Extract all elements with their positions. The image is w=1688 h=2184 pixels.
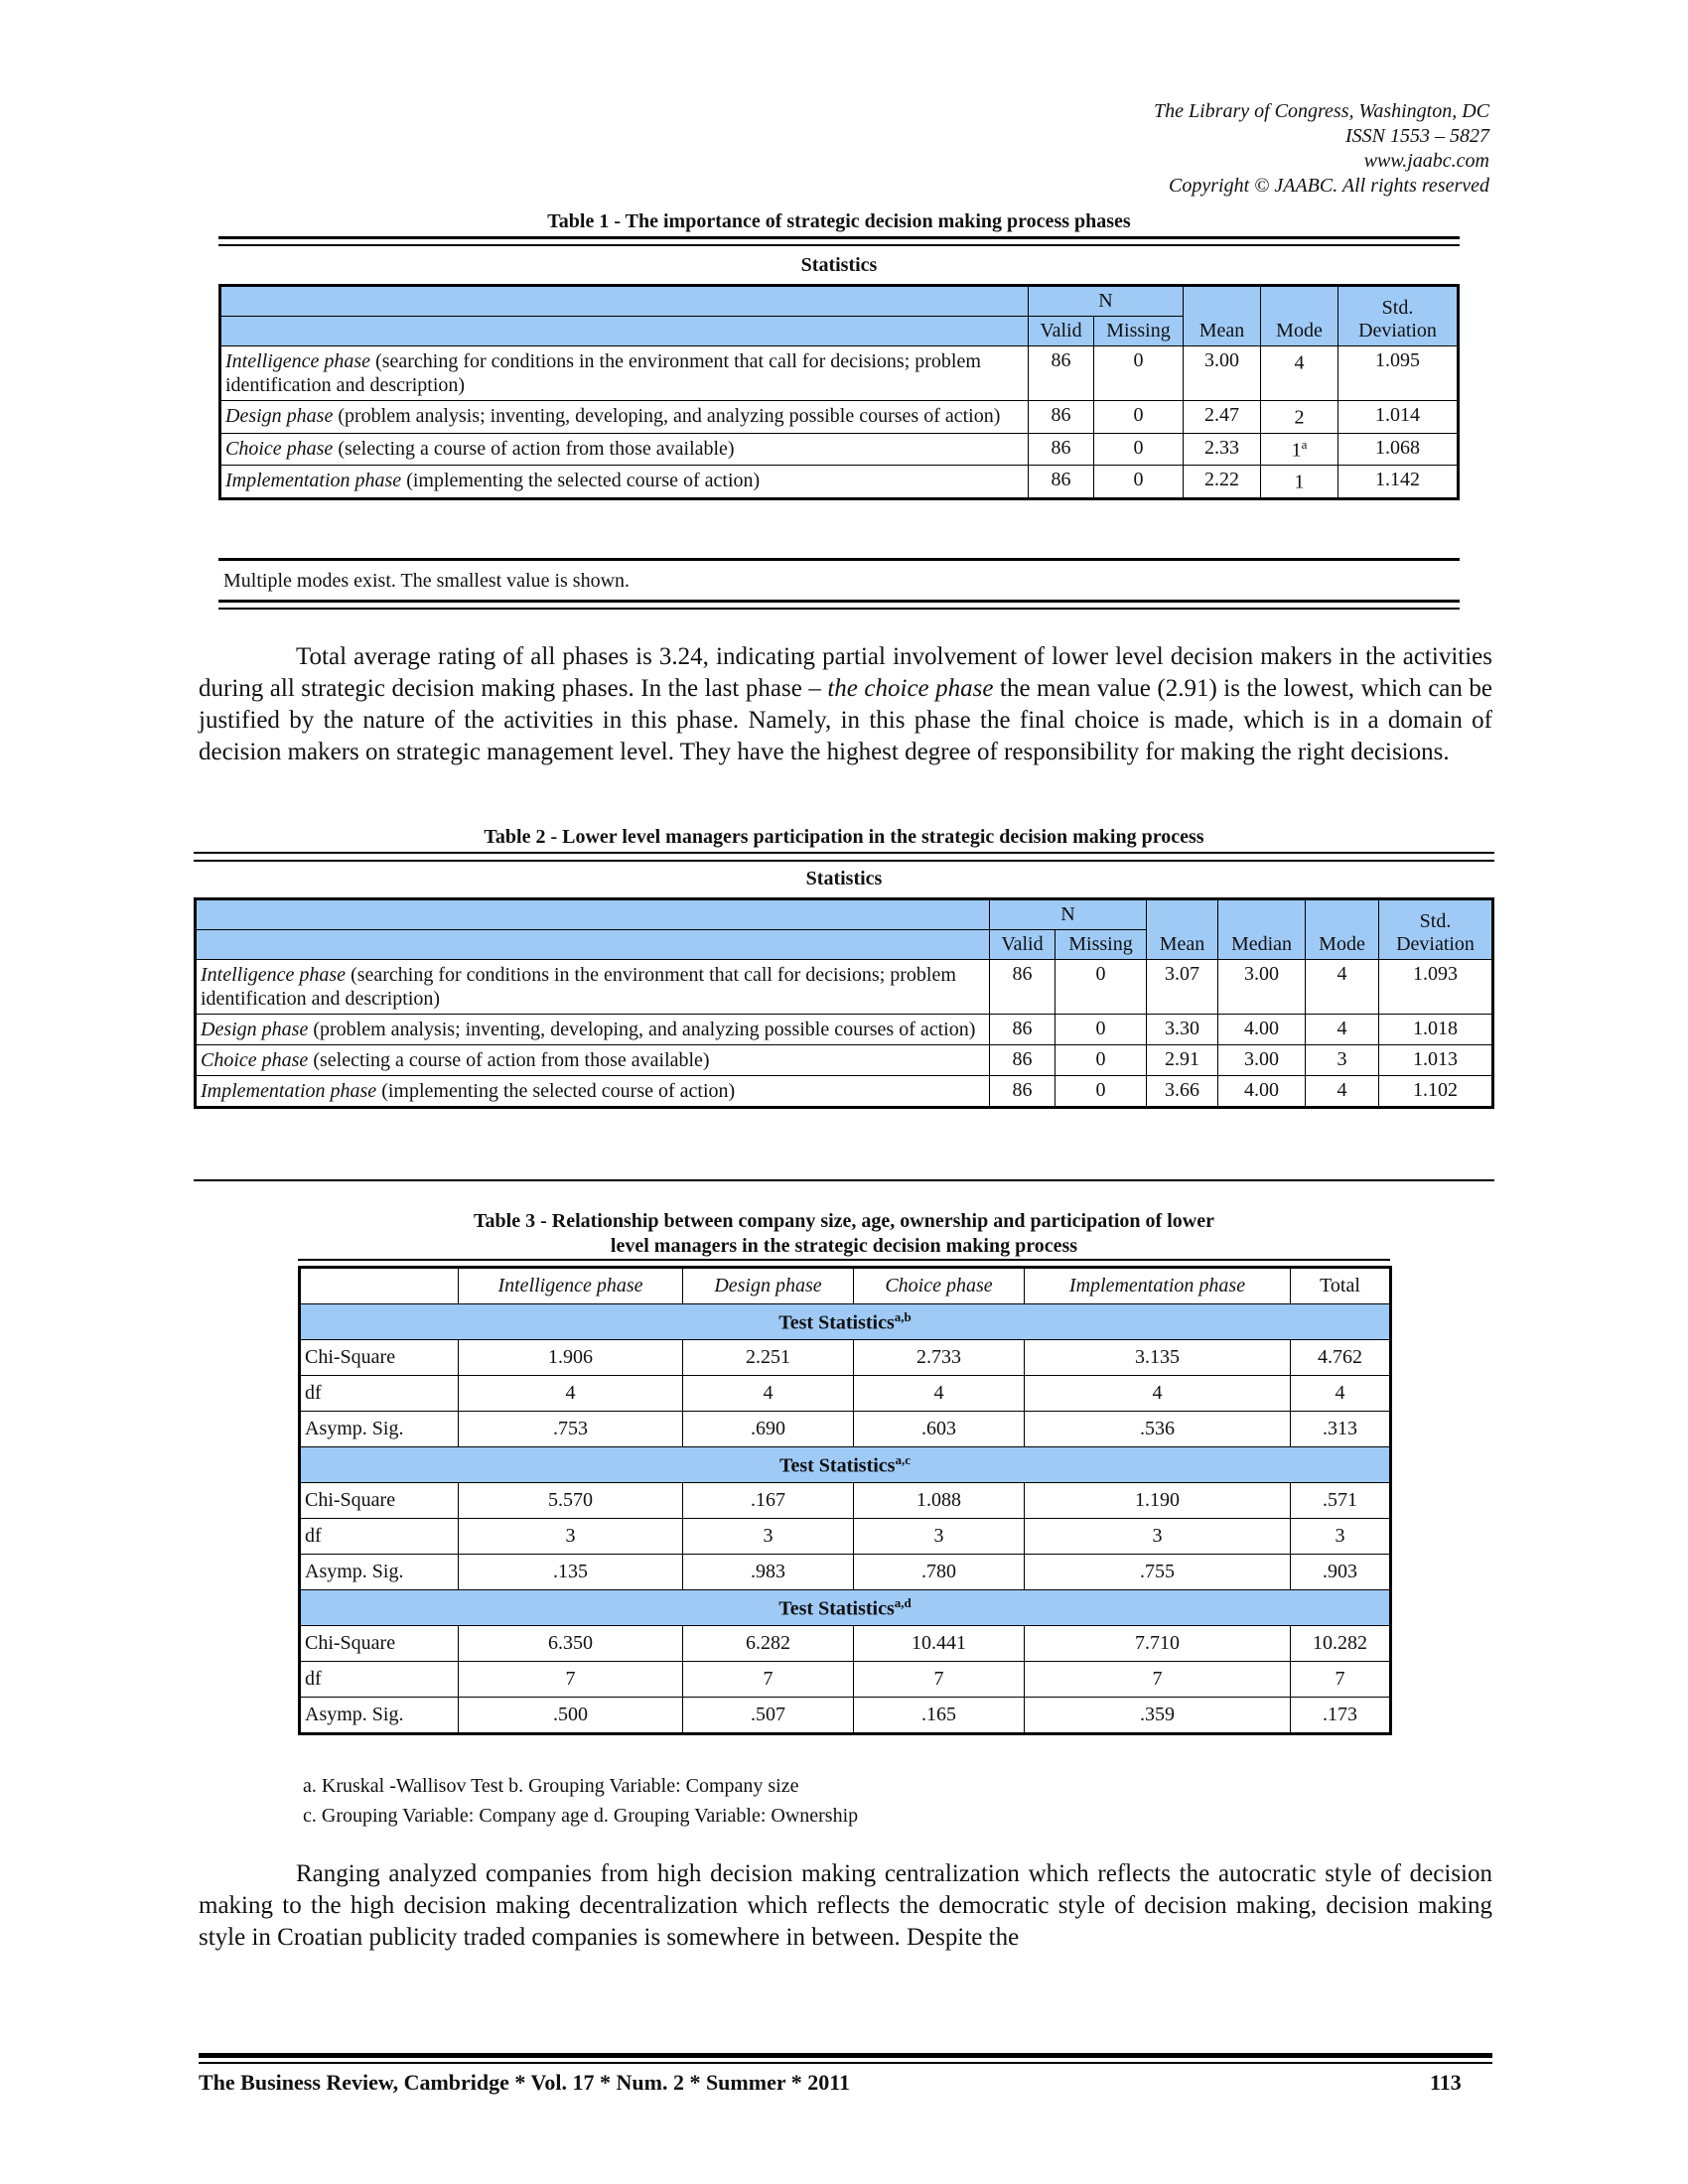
table-cell: .500 (459, 1698, 683, 1734)
cell-valid: 86 (1029, 401, 1094, 434)
table-cell: 7 (854, 1662, 1025, 1698)
row-label: Implementation phase (implementing the selected course of action) (220, 466, 1029, 499)
table-cell: 3 (854, 1519, 1025, 1555)
table2-header-valid: Valid (990, 930, 1055, 960)
cell-mode: 4 (1306, 1015, 1379, 1045)
table3-col-total: Total (1291, 1268, 1391, 1304)
table-cell: 4 (1025, 1376, 1291, 1412)
cell-valid: 86 (1029, 346, 1094, 401)
table-cell: .173 (1291, 1698, 1391, 1734)
cell-mode: 2 (1261, 401, 1338, 434)
table-cell: 7 (1291, 1662, 1391, 1698)
table-cell: 4 (1291, 1376, 1391, 1412)
table-cell: .135 (459, 1555, 683, 1590)
cell-median: 4.00 (1218, 1015, 1306, 1045)
row-label: Intelligence phase (searching for conditions in the environment that call for decisions; problem identification and description) (196, 960, 990, 1015)
table3-band-2: Test Statistics$^{a,c}$ (300, 1447, 1391, 1483)
table-cell: 10.282 (1291, 1626, 1391, 1662)
table-row (196, 1076, 1493, 1108)
cell-mean: 2.33 (1184, 433, 1261, 466)
cell-mean: 2.91 (1147, 1045, 1218, 1076)
row-label: Choice phase (selecting a course of action from those available) (196, 1045, 990, 1076)
table-cell: .571 (1291, 1483, 1391, 1519)
table3-band-3: Test Statistics$^{a,d}$ (300, 1590, 1391, 1626)
table1-bottom-rule (218, 600, 1460, 603)
table-cell: 1.906 (459, 1340, 683, 1376)
table-row (196, 1045, 1493, 1076)
table3-col-choice: Choice phase (854, 1268, 1025, 1304)
body-paragraph-1: Total average rating of all phases is 3.24, indicating partial involvement of lower level decision makers in the activities during all strategic decision making phases. In the last phase – the choice phase the mean value (2.91) is the lowest, which can be justified by the nature of the activities in this phase. Namely, in this phase the final choice is made, which is in a domain of decision makers on strategic management level. They have the highest degree of responsibility for making the right decisions. (199, 643, 1492, 765)
table3-caption (298, 1209, 1390, 1259)
page-header (1154, 99, 1489, 199)
cell-valid: 86 (990, 960, 1055, 1015)
table-cell: 3 (1025, 1519, 1291, 1555)
table-row (300, 1626, 1391, 1662)
table-row (220, 346, 1459, 401)
cell-median: 3.00 (1218, 1045, 1306, 1076)
table-cell: 7 (683, 1662, 854, 1698)
cell-missing: 0 (1055, 960, 1147, 1015)
table-row (196, 960, 1493, 1015)
cell-mode: 4 (1261, 346, 1338, 401)
table-cell: 6.350 (459, 1626, 683, 1662)
footer-rule (199, 2053, 1492, 2058)
table-row (300, 1555, 1391, 1590)
table1-mid-rule (218, 558, 1460, 561)
row-label: Asymp. Sig. (300, 1698, 459, 1734)
table-cell: 1.190 (1025, 1483, 1291, 1519)
table3-top-rule (298, 1259, 1390, 1261)
table-cell: .359 (1025, 1698, 1291, 1734)
table-row (220, 401, 1459, 434)
cell-median: 3.00 (1218, 960, 1306, 1015)
table1-header-n: N (1029, 286, 1184, 317)
table2-header-missing: Missing (1055, 930, 1147, 960)
row-label: df (300, 1376, 459, 1412)
table2-header-median: Median (1218, 899, 1306, 960)
table-row (300, 1698, 1391, 1734)
table-cell: 7 (459, 1662, 683, 1698)
table-row (220, 433, 1459, 466)
table1-corner (220, 286, 1029, 317)
cell-missing: 0 (1094, 346, 1184, 401)
cell-valid: 86 (990, 1045, 1055, 1076)
cell-std: 1.013 (1379, 1045, 1493, 1076)
table1-header-missing: Missing (1094, 317, 1184, 346)
row-label: Intelligence phase (searching for conditions in the environment that call for decisions; problem identification and description) (220, 346, 1029, 401)
table3-band-1: Test Statistics$^{a,b}$ (300, 1304, 1391, 1340)
table3-col-design: Design phase (683, 1268, 854, 1304)
row-label: Chi-Square (300, 1483, 459, 1519)
cell-valid: 86 (990, 1076, 1055, 1108)
row-label: Chi-Square (300, 1340, 459, 1376)
cell-missing: 0 (1055, 1076, 1147, 1108)
table1-header-mean: Mean (1184, 286, 1261, 346)
cell-mean: 3.07 (1147, 960, 1218, 1015)
table-row (220, 466, 1459, 499)
footer-rule-2 (199, 2062, 1492, 2064)
table-cell: .755 (1025, 1555, 1291, 1590)
row-label: Design phase (problem analysis; inventing, developing, and analyzing possible courses of action) (196, 1015, 990, 1045)
cell-mode: 1$^a$ (1261, 433, 1338, 466)
table-cell: 3 (459, 1519, 683, 1555)
row-label: Asymp. Sig. (300, 1412, 459, 1447)
table-cell: 6.282 (683, 1626, 854, 1662)
table1-top-rule-2 (218, 244, 1460, 246)
row-label: Design phase (problem analysis; inventing, developing, and analyzing possible courses of action) (220, 401, 1029, 434)
table-cell: .753 (459, 1412, 683, 1447)
cell-missing: 0 (1094, 466, 1184, 499)
table2-top-rule-2 (194, 860, 1494, 862)
table2-caption: Table 2 - Lower level managers participation in the strategic decision making process (484, 826, 1204, 848)
table-row (300, 1662, 1391, 1698)
table-row (300, 1340, 1391, 1376)
cell-mean: 3.30 (1147, 1015, 1218, 1045)
cell-std: 1.142 (1338, 466, 1459, 499)
cell-mode: 4 (1306, 960, 1379, 1015)
table3-note-1: a. Kruskal -Wallisov Test b. Grouping Variable: Company size (303, 1775, 799, 1797)
table-cell: 4 (683, 1376, 854, 1412)
table1-bottom-rule-2 (218, 608, 1460, 610)
table-cell: .983 (683, 1555, 854, 1590)
cell-std: 1.014 (1338, 401, 1459, 434)
header-line-1: The Library of Congress, Washington, DC (1153, 100, 1489, 122)
table3-col-intelligence: Intelligence phase (459, 1268, 683, 1304)
table-cell: .903 (1291, 1555, 1391, 1590)
row-label: Chi-Square (300, 1626, 459, 1662)
cell-mode: 1 (1261, 466, 1338, 499)
row-label: Asymp. Sig. (300, 1555, 459, 1590)
table3-caption-line-2: level managers in the strategic decision making process (610, 1235, 1078, 1257)
footer-journal: The Business Review, Cambridge * Vol. 17 * Num. 2 * Summer * 2011 (199, 2070, 850, 2095)
table-cell: 7.710 (1025, 1626, 1291, 1662)
table3-corner (300, 1268, 459, 1304)
table1-caption: Table 1 - The importance of strategic decision making process phases (547, 210, 1131, 232)
cell-std: 1.068 (1338, 433, 1459, 466)
cell-std: 1.093 (1379, 960, 1493, 1015)
table-row (300, 1519, 1391, 1555)
table-cell: 4 (854, 1376, 1025, 1412)
cell-missing: 0 (1094, 401, 1184, 434)
table-cell: 4 (459, 1376, 683, 1412)
table-cell: 3 (683, 1519, 854, 1555)
cell-mode: 3 (1306, 1045, 1379, 1076)
cell-std: 1.102 (1379, 1076, 1493, 1108)
cell-valid: 86 (1029, 433, 1094, 466)
table3-note-2: c. Grouping Variable: Company age d. Grouping Variable: Ownership (303, 1805, 859, 1827)
table3-caption-line-1: Table 3 - Relationship between company size, age, ownership and participation of lower (474, 1210, 1214, 1232)
table2-bottom-rule (194, 1179, 1494, 1181)
table-row (300, 1412, 1391, 1447)
table-cell: .780 (854, 1555, 1025, 1590)
table1-title: Statistics (800, 254, 878, 276)
cell-missing: 0 (1094, 433, 1184, 466)
table-cell: 10.441 (854, 1626, 1025, 1662)
cell-mean: 2.22 (1184, 466, 1261, 499)
table-row (300, 1483, 1391, 1519)
table1-header-mode: Mode (1261, 286, 1338, 346)
table-cell: .690 (683, 1412, 854, 1447)
cell-mean: 3.00 (1184, 346, 1261, 401)
table-cell: 4.762 (1291, 1340, 1391, 1376)
row-label: Implementation phase (implementing the selected course of action) (196, 1076, 990, 1108)
table1-top-rule (218, 236, 1460, 239)
table-cell: 2.251 (683, 1340, 854, 1376)
table2-title: Statistics (805, 868, 883, 889)
table-cell: .165 (854, 1698, 1025, 1734)
table-cell: 7 (1025, 1662, 1291, 1698)
cell-valid: 86 (990, 1015, 1055, 1045)
table1-header-valid: Valid (1029, 317, 1094, 346)
table3 (298, 1266, 1392, 1735)
table-cell: 1.088 (854, 1483, 1025, 1519)
table2-corner (196, 899, 990, 930)
table2-header-std: Std. Deviation (1379, 899, 1493, 960)
header-line-4: Copyright © JAABC. All rights reserved (1169, 175, 1489, 197)
table2-header-mean: Mean (1147, 899, 1218, 960)
table2-top-rule (194, 852, 1494, 854)
table-cell: 5.570 (459, 1483, 683, 1519)
cell-median: 4.00 (1218, 1076, 1306, 1108)
cell-mean: 2.47 (1184, 401, 1261, 434)
table-cell: .507 (683, 1698, 854, 1734)
table1-corner-2 (220, 317, 1029, 346)
cell-mean: 3.66 (1147, 1076, 1218, 1108)
table-cell: 2.733 (854, 1340, 1025, 1376)
table3-col-implementation: Implementation phase (1025, 1268, 1291, 1304)
row-label: Choice phase (selecting a course of action from those available) (220, 433, 1029, 466)
cell-std: 1.018 (1379, 1015, 1493, 1045)
table2-header-n: N (990, 899, 1147, 930)
table1-header-std: Std. Deviation (1338, 286, 1459, 346)
table-row (196, 1015, 1493, 1045)
table2 (194, 897, 1494, 1109)
body-paragraph-2: Ranging analyzed companies from high decision making centralization which reflects the autocratic style of decision making to the high decision making decentralization which reflects the democratic style of decision making, decision making style in Croatian publicity traded companies is somewhere in between. Despite the (199, 1860, 1492, 1951)
header-line-3: www.jaabc.com (1363, 150, 1489, 172)
row-label: df (300, 1662, 459, 1698)
page-number: 113 (1430, 2070, 1462, 2095)
header-line-2: ISSN 1553 – 5827 (1345, 125, 1489, 147)
table-cell: .603 (854, 1412, 1025, 1447)
table-row (300, 1376, 1391, 1412)
table2-corner-2 (196, 930, 990, 960)
table-cell: .167 (683, 1483, 854, 1519)
cell-valid: 86 (1029, 466, 1094, 499)
table1-note: Multiple modes exist. The smallest value is shown. (223, 570, 631, 592)
cell-missing: 0 (1055, 1015, 1147, 1045)
table-cell: 3.135 (1025, 1340, 1291, 1376)
table1 (218, 284, 1460, 500)
table-cell: .313 (1291, 1412, 1391, 1447)
cell-mode: 4 (1306, 1076, 1379, 1108)
table2-header-mode: Mode (1306, 899, 1379, 960)
cell-std: 1.095 (1338, 346, 1459, 401)
row-label: df (300, 1519, 459, 1555)
table-cell: .536 (1025, 1412, 1291, 1447)
cell-missing: 0 (1055, 1045, 1147, 1076)
table-cell: 3 (1291, 1519, 1391, 1555)
